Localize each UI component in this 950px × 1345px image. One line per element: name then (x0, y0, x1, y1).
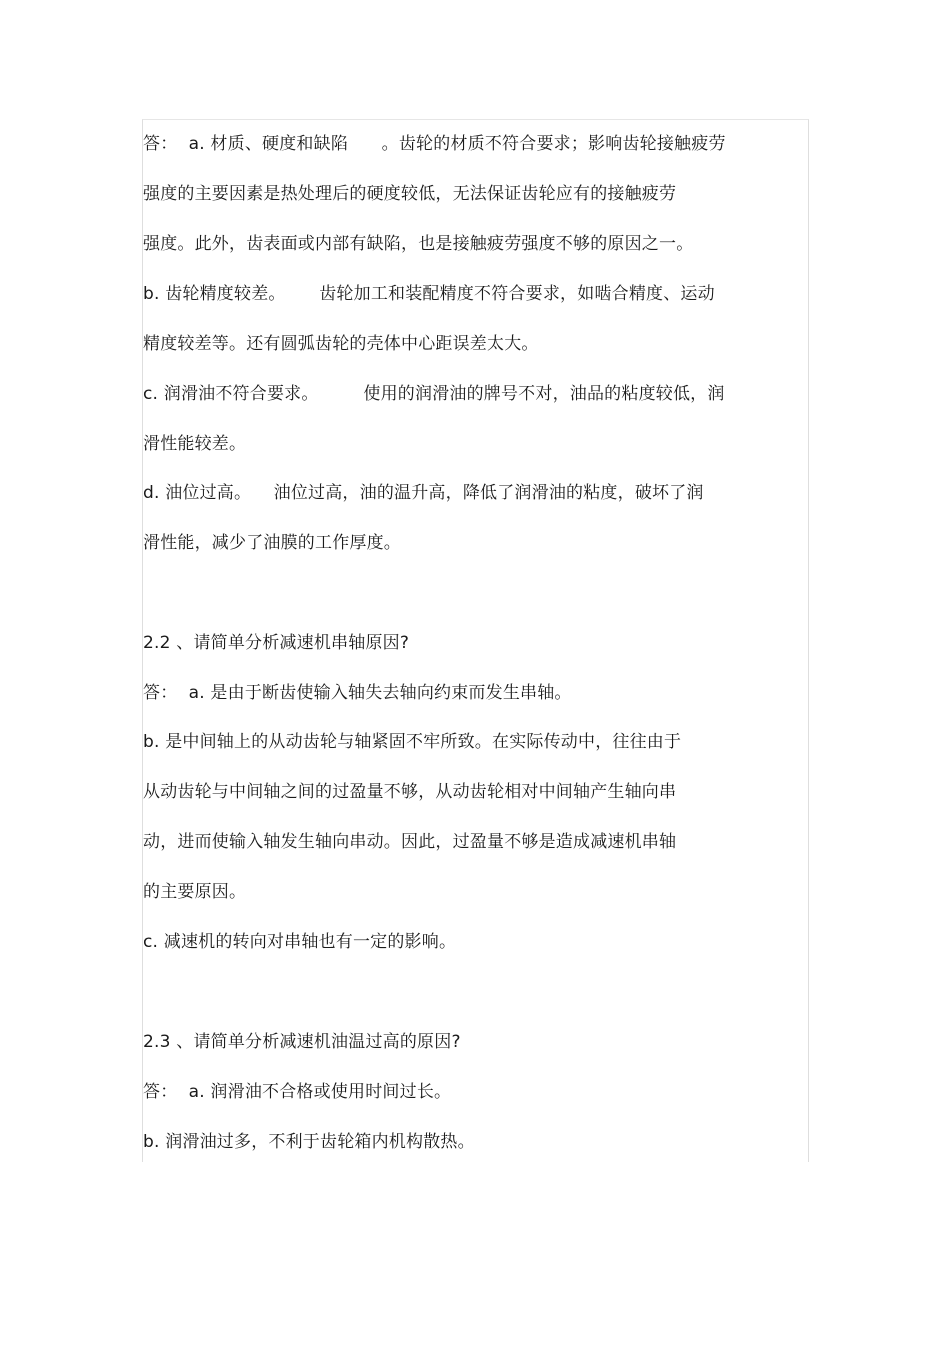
answer-2-3-line-1: 答： a. 润滑油不合格或使用时间过长。 (143, 1082, 452, 1102)
answer-2-1-line-3: 强度。此外，齿表面或内部有缺陷，也是接触疲劳强度不够的原因之一。 (143, 234, 694, 254)
answer-2-1-line-8: d. 油位过高。 油位过高，油的温升高，降低了润滑油的粘度，破坏了润 (143, 483, 704, 503)
answer-2-3-line-2: b. 润滑油过多，不利于齿轮箱内机构散热。 (143, 1132, 475, 1152)
answer-2-2-line-1: 答： a. 是由于断齿使输入轴失去轴向约束而发生串轴。 (143, 683, 572, 703)
answer-2-2-line-6: c. 减速机的转向对串轴也有一定的影响。 (143, 932, 457, 952)
answer-2-1-line-9: 滑性能，减少了油膜的工作厚度。 (143, 533, 401, 553)
answer-2-1-line-4: b. 齿轮精度较差。 齿轮加工和装配精度不符合要求，如啮合精度、运动 (143, 284, 715, 304)
answer-2-2-line-5: 的主要原因。 (143, 882, 247, 902)
question-2-3-heading: 2.3 、请简单分析减速机油温过高的原因? (143, 1032, 461, 1052)
answer-2-1-line-5: 精度较差等。还有圆弧齿轮的壳体中心距误差太大。 (143, 334, 539, 354)
answer-2-1-line-2: 强度的主要因素是热处理后的硬度较低，无法保证齿轮应有的接触疲劳 (143, 184, 677, 204)
question-2-2-heading: 2.2 、请简单分析减速机串轴原因? (143, 633, 410, 653)
answer-2-2-line-2: b. 是中间轴上的从动齿轮与轴紧固不牢所致。在实际传动中，往往由于 (143, 732, 682, 752)
answer-2-2-line-3: 从动齿轮与中间轴之间的过盈量不够，从动齿轮相对中间轴产生轴向串 (143, 782, 677, 802)
answer-2-2-line-4: 动，进而使输入轴发生轴向串动。因此，过盈量不够是造成减速机串轴 (143, 832, 677, 852)
answer-2-1-line-1: 答： a. 材质、硬度和缺陷 。齿轮的材质不符合要求；影响齿轮接触疲劳 (143, 134, 726, 154)
answer-2-1-line-7: 滑性能较差。 (143, 434, 247, 454)
answer-2-1-line-6: c. 润滑油不符合要求。 使用的润滑油的牌号不对，油品的粘度较低，润 (143, 384, 725, 404)
